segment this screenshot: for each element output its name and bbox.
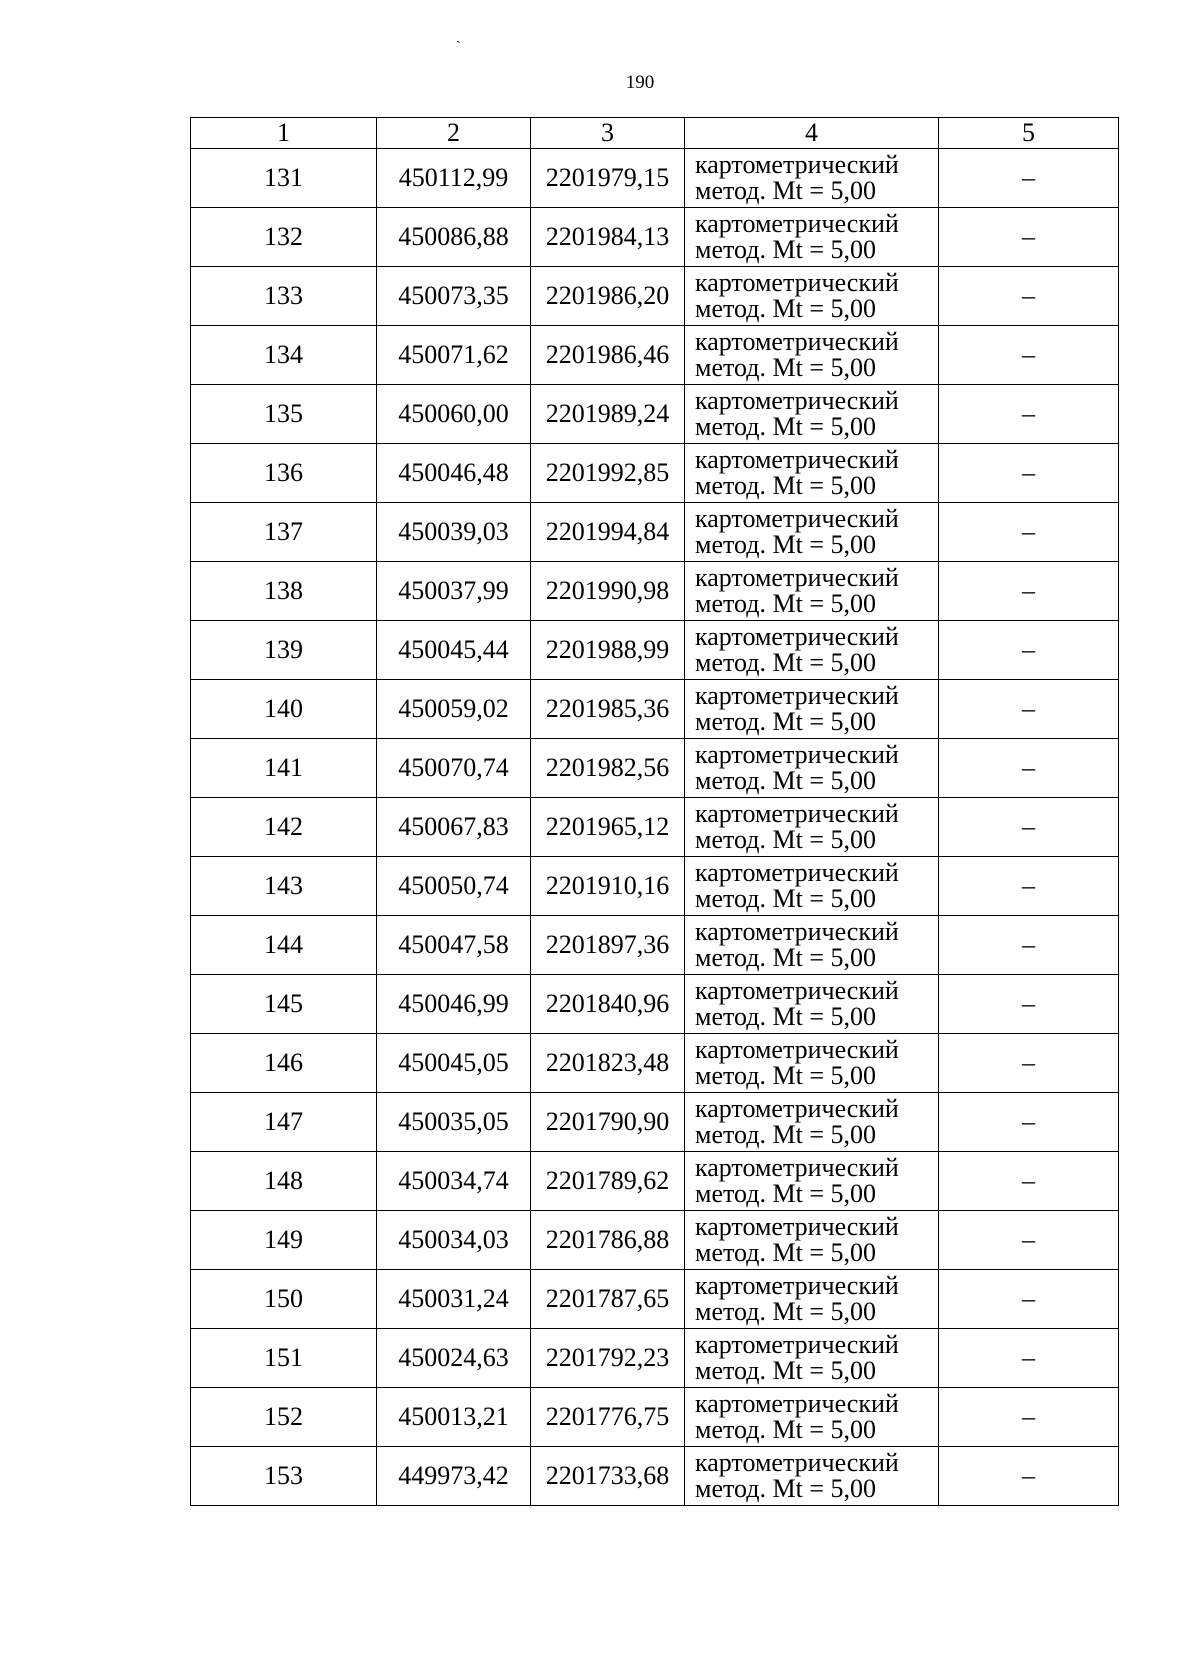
table-row [191, 326, 1119, 385]
x-coordinate-cell: 450112,99 [377, 149, 531, 208]
table-header [191, 118, 1119, 149]
method-cell [685, 1211, 939, 1270]
method-line-2: метод. Mt = 5,00 [695, 1474, 876, 1503]
method-line-1: картометрический [695, 268, 899, 297]
point-number-cell: 144 [191, 916, 377, 975]
point-number-cell: 135 [191, 385, 377, 444]
method-line-1: картометрический [695, 386, 899, 415]
point-number-cell: 131 [191, 149, 377, 208]
method-line-1: картометрический [695, 1212, 899, 1241]
point-number-cell: 148 [191, 1152, 377, 1211]
note-cell: – [939, 562, 1119, 621]
x-coordinate-cell: 450067,83 [377, 798, 531, 857]
x-coordinate-cell: 450073,35 [377, 267, 531, 326]
point-number-cell: 145 [191, 975, 377, 1034]
method-cell [685, 1093, 939, 1152]
method-line-1: картометрический [695, 622, 899, 651]
note-cell: – [939, 916, 1119, 975]
note-cell: – [939, 444, 1119, 503]
note-cell: – [939, 798, 1119, 857]
y-coordinate-cell: 2201985,36 [531, 680, 685, 739]
stray-mark: ˏ [456, 29, 461, 44]
method-line-1: картометрический [695, 1153, 899, 1182]
x-coordinate-cell: 450034,74 [377, 1152, 531, 1211]
note-cell: – [939, 1152, 1119, 1211]
method-line-1: картометрический [695, 1330, 899, 1359]
method-line-2: метод. Mt = 5,00 [695, 235, 876, 264]
x-coordinate-cell: 450034,03 [377, 1211, 531, 1270]
method-cell [685, 1388, 939, 1447]
method-cell [685, 1034, 939, 1093]
note-cell: – [939, 1093, 1119, 1152]
table-row [191, 444, 1119, 503]
note-cell: – [939, 1034, 1119, 1093]
y-coordinate-cell: 2201840,96 [531, 975, 685, 1034]
x-coordinate-cell: 450047,58 [377, 916, 531, 975]
header-cell-5: 5 [939, 118, 1119, 149]
method-cell [685, 739, 939, 798]
method-line-1: картометрический [695, 1271, 899, 1300]
method-cell [685, 916, 939, 975]
x-coordinate-cell: 450024,63 [377, 1329, 531, 1388]
method-line-2: метод. Mt = 5,00 [695, 648, 876, 677]
method-line-2: метод. Mt = 5,00 [695, 530, 876, 559]
method-line-1: картометрический [695, 1094, 899, 1123]
header-cell-3: 3 [531, 118, 685, 149]
note-cell: – [939, 267, 1119, 326]
table-row [191, 208, 1119, 267]
y-coordinate-cell: 2201992,85 [531, 444, 685, 503]
y-coordinate-cell: 2201984,13 [531, 208, 685, 267]
x-coordinate-cell: 450060,00 [377, 385, 531, 444]
method-line-2: метод. Mt = 5,00 [695, 707, 876, 736]
method-line-1: картометрический [695, 917, 899, 946]
point-number-cell: 133 [191, 267, 377, 326]
method-line-2: метод. Mt = 5,00 [695, 884, 876, 913]
method-line-1: картометрический [695, 976, 899, 1005]
table-row [191, 1152, 1119, 1211]
method-line-2: метод. Mt = 5,00 [695, 176, 876, 205]
method-line-1: картометрический [695, 1448, 899, 1477]
table-row [191, 857, 1119, 916]
table-row [191, 503, 1119, 562]
y-coordinate-cell: 2201979,15 [531, 149, 685, 208]
point-number-cell: 138 [191, 562, 377, 621]
y-coordinate-cell: 2201790,90 [531, 1093, 685, 1152]
table-row [191, 385, 1119, 444]
x-coordinate-cell: 450059,02 [377, 680, 531, 739]
x-coordinate-cell: 450070,74 [377, 739, 531, 798]
y-coordinate-cell: 2201994,84 [531, 503, 685, 562]
method-line-1: картометрический [695, 858, 899, 887]
note-cell: – [939, 680, 1119, 739]
point-number-cell: 137 [191, 503, 377, 562]
method-line-1: картометрический [695, 563, 899, 592]
table-row [191, 1447, 1119, 1506]
table-row [191, 621, 1119, 680]
table-row [191, 798, 1119, 857]
table-row [191, 680, 1119, 739]
table-row [191, 1270, 1119, 1329]
method-line-2: метод. Mt = 5,00 [695, 1297, 876, 1326]
y-coordinate-cell: 2201789,62 [531, 1152, 685, 1211]
x-coordinate-cell: 450037,99 [377, 562, 531, 621]
y-coordinate-cell: 2201823,48 [531, 1034, 685, 1093]
method-line-2: метод. Mt = 5,00 [695, 1120, 876, 1149]
point-number-cell: 132 [191, 208, 377, 267]
method-cell [685, 975, 939, 1034]
method-cell [685, 680, 939, 739]
x-coordinate-cell: 450045,44 [377, 621, 531, 680]
method-line-2: метод. Mt = 5,00 [695, 1002, 876, 1031]
method-line-2: метод. Mt = 5,00 [695, 1238, 876, 1267]
point-number-cell: 140 [191, 680, 377, 739]
method-line-2: метод. Mt = 5,00 [695, 1061, 876, 1090]
y-coordinate-cell: 2201965,12 [531, 798, 685, 857]
x-coordinate-cell: 449973,42 [377, 1447, 531, 1506]
point-number-cell: 152 [191, 1388, 377, 1447]
table-row [191, 1093, 1119, 1152]
x-coordinate-cell: 450071,62 [377, 326, 531, 385]
method-cell [685, 444, 939, 503]
y-coordinate-cell: 2201986,20 [531, 267, 685, 326]
method-cell [685, 149, 939, 208]
note-cell: – [939, 1388, 1119, 1447]
note-cell: – [939, 1329, 1119, 1388]
point-number-cell: 150 [191, 1270, 377, 1329]
table-body [191, 149, 1119, 1506]
method-line-2: метод. Mt = 5,00 [695, 353, 876, 382]
note-cell: – [939, 385, 1119, 444]
method-cell [685, 857, 939, 916]
method-line-1: картометрический [695, 327, 899, 356]
method-cell [685, 385, 939, 444]
y-coordinate-cell: 2201989,24 [531, 385, 685, 444]
table-row [191, 1034, 1119, 1093]
note-cell: – [939, 149, 1119, 208]
method-line-1: картометрический [695, 504, 899, 533]
point-number-cell: 139 [191, 621, 377, 680]
x-coordinate-cell: 450046,99 [377, 975, 531, 1034]
point-number-cell: 147 [191, 1093, 377, 1152]
method-line-1: картометрический [695, 681, 899, 710]
table-row [191, 267, 1119, 326]
note-cell: – [939, 326, 1119, 385]
table-row [191, 1388, 1119, 1447]
y-coordinate-cell: 2201776,75 [531, 1388, 685, 1447]
y-coordinate-cell: 2201792,23 [531, 1329, 685, 1388]
note-cell: – [939, 1447, 1119, 1506]
method-cell [685, 1270, 939, 1329]
point-number-cell: 143 [191, 857, 377, 916]
note-cell: – [939, 975, 1119, 1034]
note-cell: – [939, 1270, 1119, 1329]
method-line-1: картометрический [695, 799, 899, 828]
y-coordinate-cell: 2201786,88 [531, 1211, 685, 1270]
y-coordinate-cell: 2201990,98 [531, 562, 685, 621]
method-line-1: картометрический [695, 1389, 899, 1418]
point-number-cell: 141 [191, 739, 377, 798]
table-row [191, 975, 1119, 1034]
table-row [191, 149, 1119, 208]
table-row [191, 562, 1119, 621]
method-cell [685, 1329, 939, 1388]
note-cell: – [939, 739, 1119, 798]
method-line-2: метод. Mt = 5,00 [695, 825, 876, 854]
method-line-2: метод. Mt = 5,00 [695, 294, 876, 323]
page-number: 190 [625, 72, 655, 93]
point-number-cell: 142 [191, 798, 377, 857]
y-coordinate-cell: 2201988,99 [531, 621, 685, 680]
y-coordinate-cell: 2201897,36 [531, 916, 685, 975]
method-cell [685, 798, 939, 857]
x-coordinate-cell: 450031,24 [377, 1270, 531, 1329]
header-row [191, 118, 1119, 149]
table-row [191, 1329, 1119, 1388]
note-cell: – [939, 1211, 1119, 1270]
method-cell [685, 621, 939, 680]
method-line-2: метод. Mt = 5,00 [695, 1415, 876, 1444]
method-line-2: метод. Mt = 5,00 [695, 943, 876, 972]
method-line-1: картометрический [695, 209, 899, 238]
method-line-1: картометрический [695, 445, 899, 474]
x-coordinate-cell: 450046,48 [377, 444, 531, 503]
method-cell [685, 562, 939, 621]
note-cell: – [939, 621, 1119, 680]
point-number-cell: 153 [191, 1447, 377, 1506]
method-line-2: метод. Mt = 5,00 [695, 471, 876, 500]
method-line-2: метод. Mt = 5,00 [695, 589, 876, 618]
point-number-cell: 151 [191, 1329, 377, 1388]
method-cell [685, 326, 939, 385]
method-line-1: картометрический [695, 740, 899, 769]
point-number-cell: 134 [191, 326, 377, 385]
header-cell-2: 2 [377, 118, 531, 149]
method-line-1: картометрический [695, 1035, 899, 1064]
y-coordinate-cell: 2201982,56 [531, 739, 685, 798]
table-row [191, 916, 1119, 975]
method-line-2: метод. Mt = 5,00 [695, 766, 876, 795]
y-coordinate-cell: 2201910,16 [531, 857, 685, 916]
method-cell [685, 503, 939, 562]
note-cell: – [939, 503, 1119, 562]
point-number-cell: 136 [191, 444, 377, 503]
point-number-cell: 146 [191, 1034, 377, 1093]
x-coordinate-cell: 450035,05 [377, 1093, 531, 1152]
y-coordinate-cell: 2201787,65 [531, 1270, 685, 1329]
note-cell: – [939, 857, 1119, 916]
method-line-2: метод. Mt = 5,00 [695, 1179, 876, 1208]
method-line-2: метод. Mt = 5,00 [695, 1356, 876, 1385]
y-coordinate-cell: 2201986,46 [531, 326, 685, 385]
point-number-cell: 149 [191, 1211, 377, 1270]
method-line-2: метод. Mt = 5,00 [695, 412, 876, 441]
x-coordinate-cell: 450050,74 [377, 857, 531, 916]
method-cell [685, 1152, 939, 1211]
method-cell [685, 267, 939, 326]
header-cell-1: 1 [191, 118, 377, 149]
y-coordinate-cell: 2201733,68 [531, 1447, 685, 1506]
table-row [191, 739, 1119, 798]
table-row [191, 1211, 1119, 1270]
x-coordinate-cell: 450013,21 [377, 1388, 531, 1447]
header-cell-4: 4 [685, 118, 939, 149]
note-cell: – [939, 208, 1119, 267]
x-coordinate-cell: 450045,05 [377, 1034, 531, 1093]
x-coordinate-cell: 450039,03 [377, 503, 531, 562]
coordinates-table [190, 117, 1119, 1506]
method-line-1: картометрический [695, 150, 899, 179]
method-cell [685, 208, 939, 267]
x-coordinate-cell: 450086,88 [377, 208, 531, 267]
method-cell [685, 1447, 939, 1506]
